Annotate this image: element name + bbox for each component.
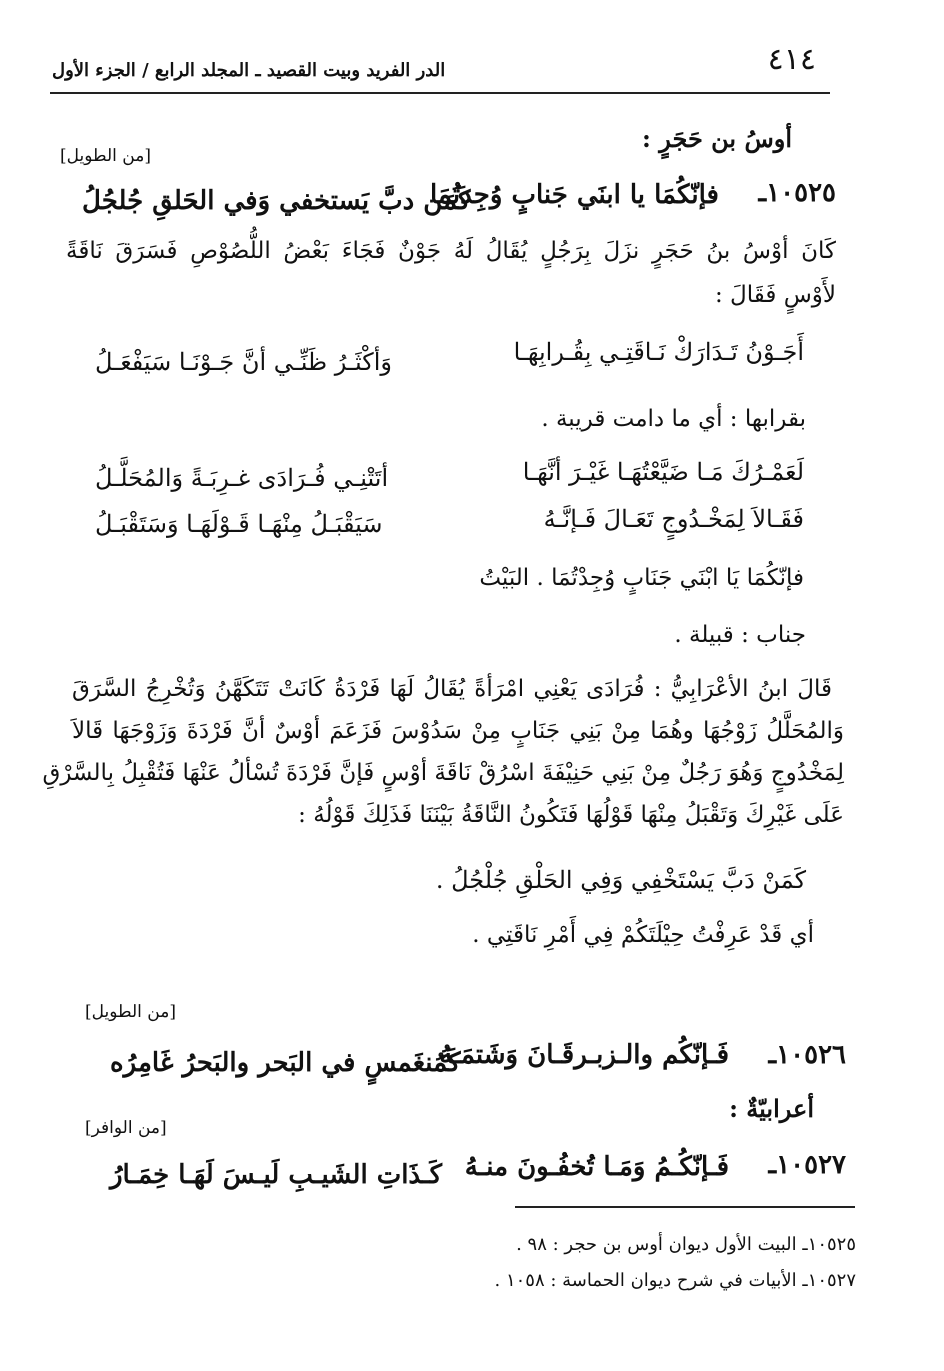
verse-hemistich-1: فَـإنّكُـمُ وَمَـا تُخفُـونَ منـهُ [464,1152,729,1182]
poet-name: أوسُ بن حَجَرٍ : [642,124,792,153]
poem-hemistich: سَيَقْبَـلُ مِنْهَـا قَـوْلَهَـا وَسَتَقْبَـلُ [95,510,383,538]
running-title: الدر الفريد وبيت القصيد ـ المجلد الرابع / الجزء الأول [52,60,446,81]
verse-hemistich-2: كَـذَاتِ الشَيـبِ لَيـسَ لَهَـا خِمَـارُ [110,1160,443,1190]
quoted-hemistich: كَمَنْ دَبَّ يَسْتَخْفِي وَفِي الحَلْقِ جُلْجُلُ . [435,866,806,894]
commentary-line: لأَوْسٍ فَقَالَ : [714,282,836,308]
verse-number: ١٠٥٢٥ـ [758,178,836,208]
verse-hemistich-1: فَـإنّكُم والـزبـرقَـانَ وَشَتمَـهُ [439,1040,729,1070]
poem-hemistich: أَجَـوْنُ تَـدَارَكْ نَـاقَتِـي بِقُـرابِهَـا [513,338,804,366]
commentary-line: قَالَ ابنُ الأعْرَابِيُّ : فُرَادَى يَعْنِي امْرَأةً يُقَالُ لَهَا فَرْدَةُ كَانَتْ تَتَكَهَّنُ وَتُخْرِجُ السَّرَقَ [72,676,832,702]
verse-number: ١٠٥٢٦ـ [768,1040,846,1070]
commentary-line: لِمَخْدُوجٍ وَهُوَ رَجُلٌ مِنْ بَنِي حَنِيْفَةَ اسْرُقْ نَاقَةَ أوْسٍ فَإنَّ فَرْدَةَ تُسْألُ عَنْهَا فَتُقْبِلُ بِالسَّرْقِ [42,760,844,786]
meter-label: [من الطويل] [85,1002,176,1022]
meter-label: [من الوافر] [85,1118,167,1138]
gloss: جناب : قبيلة . [674,622,806,648]
poet-name: أعرابيّةٌ : [729,1094,814,1123]
commentary-line: عَلَى غَيْرِكَ وَتَقْبَلُ مِنْهَا قَوْلُهَا فَتَكُونُ النَّاقَةُ بَيْنَنَا فَذَلِكَ قَوْلُهُ : [298,802,844,828]
gloss: أي قَدْ عَرِفْتُ حِيْلَتَكُمْ فِي أَمْرِ نَاقَتِي . [472,922,814,948]
poem-hemistich: فَقَـالاَ لِمَخْـدُوجٍ تَعَـالَ فَـإنَّـهُ [543,505,804,533]
verse-hemistich-1: فإنّكُمَا يا ابنَي جَنابٍ وُجِدتُمَا [429,180,719,210]
meter-label: [من الطويل] [60,146,151,166]
verse-reference: فإنّكُمَا يَا ابْنَي جَنَابٍ وُجِدْتُمَا . البَيْتُ [479,565,804,591]
poem-hemistich: أتَتْنِـي فُـرَادَى غـرِبَـةً وَالمُحَلَّـلُ [95,464,389,492]
poem-hemistich: لَعَمْـرُكَ مَـا ضَيَّعْتُهَـا غَيْـرَ أنَّهَـا [522,458,804,486]
footnote-rule [515,1206,855,1208]
footnote: ١٠٥٢٥ـ البيت الأول ديوان أوس بن حجر : ٩٨ . [516,1234,856,1255]
poem-hemistich: وَأكْثَـرُ ظَنِّـي أنَّ جَـوْنَـا سَيَفْعَـلُ [95,348,392,376]
gloss: بقرابها : أي ما دامت قريبة . [541,406,806,432]
verse-hemistich-2: كَمُنغَمسٍ في البَحر والبَحرُ غَامِرُه [110,1048,461,1078]
header-rule [50,92,830,94]
commentary-line: كَانَ أوْسُ بنُ حَجَرٍ نزَلَ بِرَجُلٍ يُقَالُ لَهُ جَوْنٌ فَجَاءَ بَعْضُ اللُّصُوْصِ فَسَرَقَ نَاقَةً [66,238,836,264]
verse-hemistich-2: كَمَن دبَّ يَستخفي وَفي الحَلقِ جُلجُلُ [82,186,471,216]
verse-number: ١٠٥٢٧ـ [768,1150,846,1180]
page-number: ٤١٤ [767,42,816,77]
commentary-line: وَالمُحَلَّلُ زَوْجُهَا وهُمَا مِنْ بَنِي جَنَابٍ مِنْ سَدُوْسَ فَزَعَمَ أوْسٌ أنَّ فَرْدَةَ وَزَوْجَهَا قَالاَ [72,718,844,744]
footnote: ١٠٥٢٧ـ الأبيات في شرح ديوان الحماسة : ١٠٥٨ . [494,1270,856,1291]
